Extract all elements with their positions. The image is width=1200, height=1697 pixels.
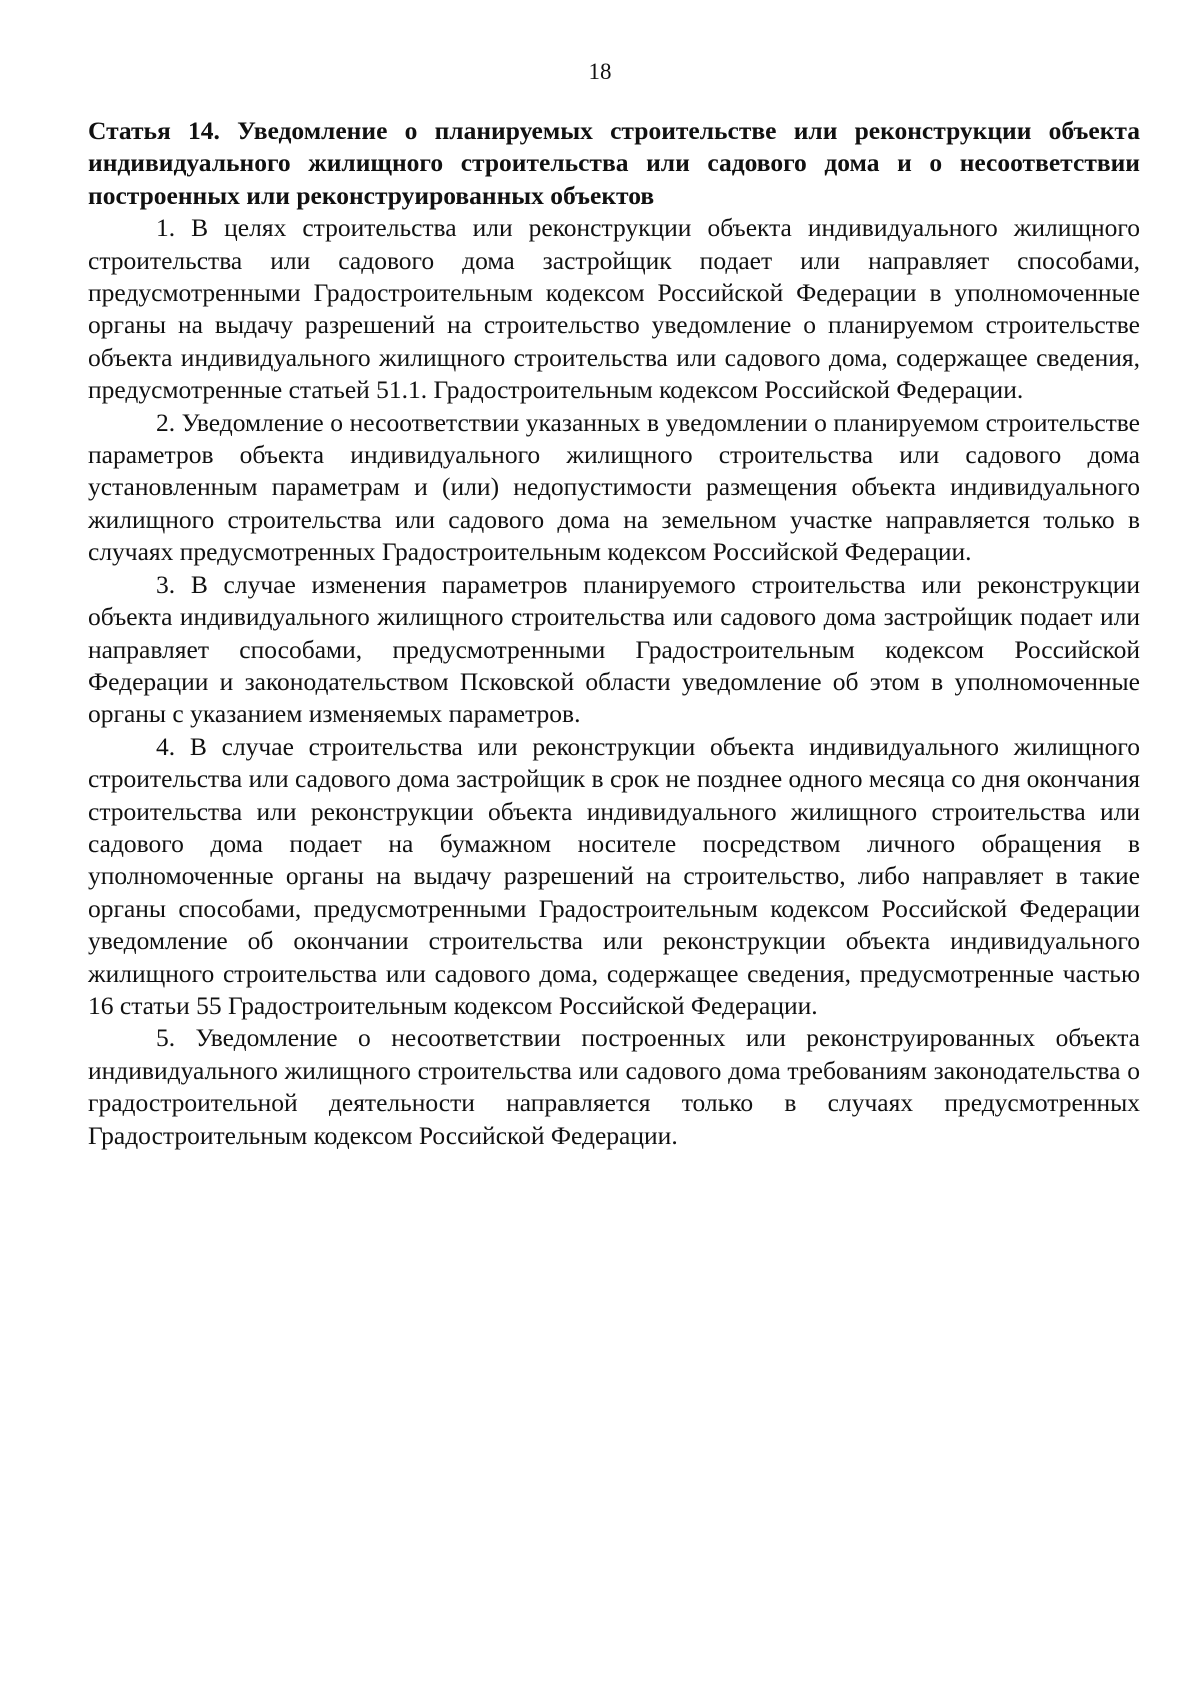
paragraph-4: 4. В случае строительства или реконструкции объекта индивидуального жилищного строительства или садового дома застройщик в срок не позднее одного месяца со дня окончания строительства или реконструкции объекта индивидуального жилищного строительства или садового дома подает на бумажном носителе посредством личного обращения в уполномоченные органы на выдачу разрешений на строительство, либо направляет в такие органы способами, предусмотренными Градостроительным кодексом Российской Федерации уведомление об окончании строительства или реконструкции объекта индивидуального жилищного строительства или садового дома, содержащее сведения, предусмотренные частью 16 статьи 55 Градостроительным кодексом Российской Федерации. [88, 731, 1140, 1020]
paragraph-3: 3. В случае изменения параметров планируемого строительства или реконструкции объекта индивидуального жилищного строительства или садового дома застройщик подает или направляет способами, предусмотренными Градостроительным кодексом Российской Федерации и законодательством Псковской области уведомление об этом в уполномоченные органы с указанием изменяемых параметров. [88, 569, 1140, 729]
paragraph-5: 5. Уведомление о несоответствии построенных или реконструированных объекта индивидуального жилищного строительства или садового дома требованиям законодательства о градостроительной деятельности направляется только в случаях предусмотренных Градостроительным кодексом Российской Федерации. [88, 1023, 1140, 1150]
page-number: 18 [588, 59, 612, 84]
paragraph-2: 2. Уведомление о несоответствии указанных в уведомлении о планируемом строительстве параметров объекта индивидуального жилищного строительства или садового дома установленным параметрам и (или) недопустимости размещения объекта индивидуального жилищного строительства или садового дома на земельном участке направляется только в случаях предусмотренных Градостроительным кодексом Российской Федерации. [88, 407, 1140, 567]
paragraph-1: 1. В целях строительства или реконструкции объекта индивидуального жилищного строительства или садового дома застройщик подает или направляет способами, предусмотренными Градостроительным кодексом Российской Федерации в уполномоченные органы на выдачу разрешений на строительство уведомление о планируемом строительстве объекта индивидуального жилищного строительства или садового дома, содержащее сведения, предусмотренные статьей 51.1. Градостроительным кодексом Российской Федерации. [88, 213, 1140, 405]
article-body [88, 115, 1140, 1152]
article-title: Статья 14. Уведомление о планируемых строительстве или реконструкции объекта индивидуального жилищного строительства или садового дома и о несоответствии построенных или реконструированных объектов [88, 116, 1140, 210]
